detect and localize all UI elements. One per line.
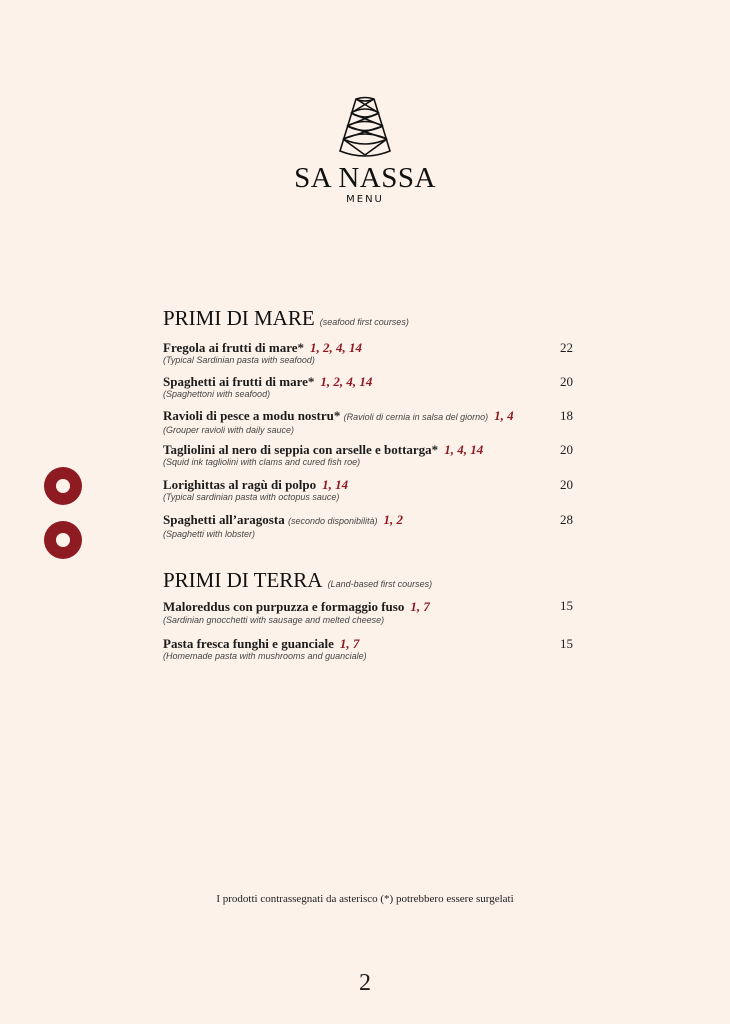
item-price: 20: [560, 374, 573, 389]
logo: [0, 95, 730, 205]
item-allergens: 1, 7: [339, 636, 360, 651]
item-name: Fregola ai frutti di mare*: [163, 340, 305, 355]
menu-item: [163, 477, 575, 512]
page-tabs: [44, 467, 82, 575]
item-note: (secondo disponibilità): [287, 516, 378, 526]
item-price: 15: [560, 636, 573, 651]
item-description: (Squid ink tagliolini with clams and cured fish roe): [163, 457, 361, 467]
menu-item: [163, 636, 575, 670]
section-primi-di-mare: [163, 306, 575, 546]
fish-trap-icon: [334, 95, 396, 159]
item-note: (Ravioli di cernia in salsa del giorno): [343, 412, 489, 422]
section-subtitle: (seafood first courses): [319, 317, 409, 327]
menu-item: [163, 408, 575, 442]
item-allergens: 1, 2: [383, 512, 404, 527]
item-price: 20: [560, 477, 573, 492]
item-price: 22: [560, 340, 573, 355]
item-price: 15: [560, 598, 573, 613]
page-number: 2: [359, 970, 371, 996]
item-description: (Sardinian gnocchetti with sausage and melted cheese): [163, 615, 385, 625]
menu-item: [163, 442, 575, 477]
item-name: Lorighittas al ragù di polpo: [163, 477, 317, 492]
section-primi-di-terra: [163, 568, 575, 670]
item-description: (Grouper ravioli with daily sauce): [163, 425, 295, 435]
brand-subtitle: MENU: [346, 194, 384, 205]
menu-item: [163, 598, 575, 636]
item-price: 20: [560, 442, 573, 457]
item-name: Spaghetti all’aragosta: [163, 512, 285, 527]
ring-tab-icon[interactable]: [44, 467, 82, 505]
item-allergens: 1, 4, 14: [444, 442, 484, 457]
menu-item: [163, 340, 575, 374]
item-description: (Typical Sardinian pasta with seafood): [163, 355, 315, 365]
section-title: PRIMI DI TERRA: [163, 568, 323, 592]
item-name: Ravioli di pesce a modu nostru*: [163, 408, 341, 423]
item-allergens: 1, 2, 4, 14: [310, 340, 363, 355]
menu-item: [163, 512, 575, 546]
item-name: Spaghetti ai frutti di mare*: [163, 374, 315, 389]
item-allergens: 1, 2, 4, 14: [320, 374, 373, 389]
item-name: Pasta fresca funghi e guanciale: [163, 636, 334, 651]
item-name: Tagliolini al nero di seppia con arselle e bottarga*: [163, 442, 439, 457]
item-allergens: 1, 4: [494, 408, 514, 423]
ring-tab-icon[interactable]: [44, 521, 82, 559]
item-name: Maloreddus con purpuzza e formaggio fuso: [163, 599, 405, 614]
item-description: (Spaghettoni with seafood): [163, 389, 271, 399]
brand-name: SA NASSA: [294, 162, 436, 194]
item-description: (Typical sardinian pasta with octopus sauce): [163, 492, 340, 502]
menu-item: [163, 374, 575, 408]
item-allergens: 1, 7: [410, 599, 430, 614]
item-description: (Homemade pasta with mushrooms and guanciale): [163, 651, 367, 661]
section-title: PRIMI DI MARE: [163, 306, 315, 330]
item-allergens: 1, 14: [322, 477, 349, 492]
section-subtitle: (Land-based first courses): [327, 579, 433, 589]
item-description: (Spaghetti with lobster): [163, 529, 256, 539]
item-price: 28: [560, 512, 573, 527]
frozen-products-note: I prodotti contrassegnati da asterisco (*) potrebbero essere surgelati: [216, 893, 514, 905]
item-price: 18: [560, 408, 573, 423]
